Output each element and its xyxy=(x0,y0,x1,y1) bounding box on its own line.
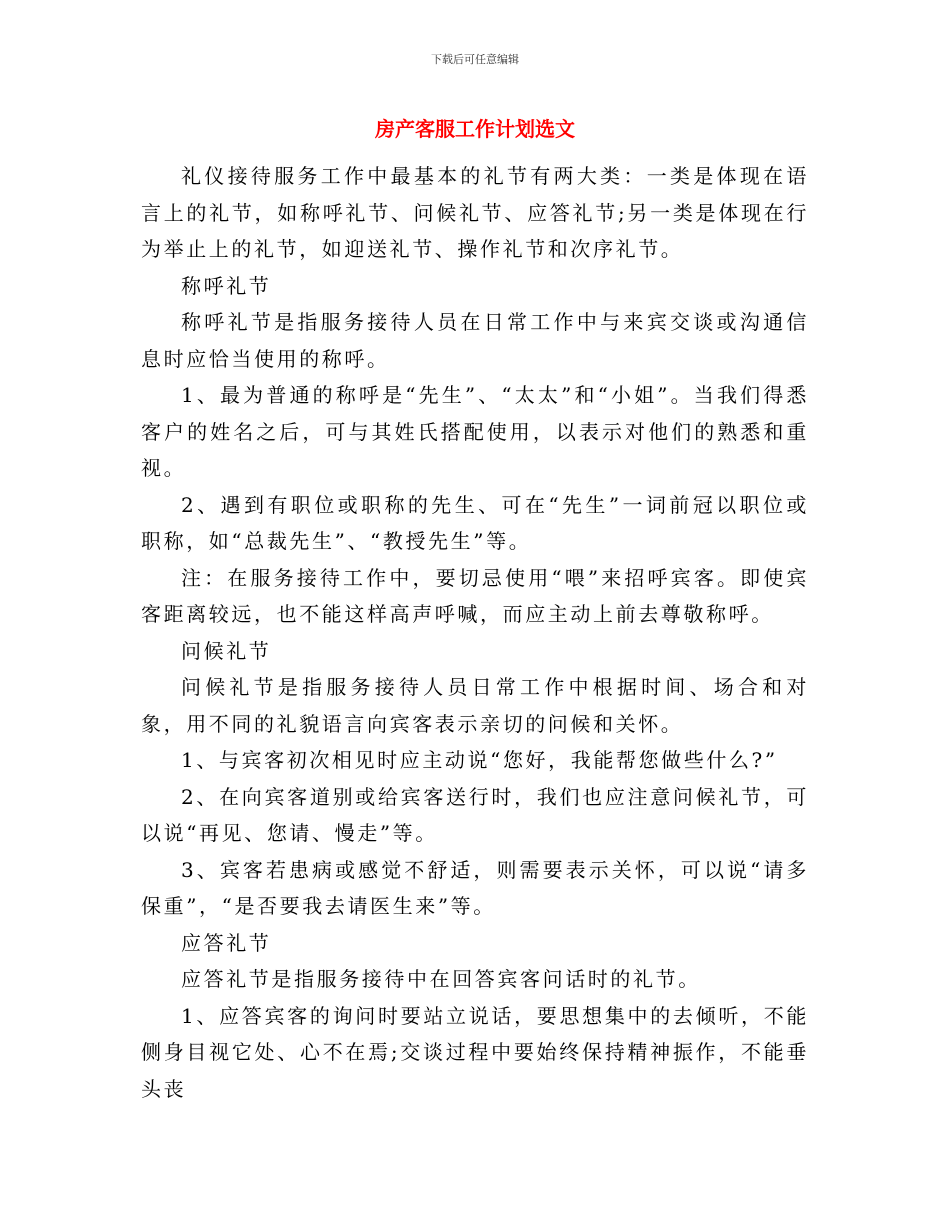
body-paragraph: 注：在服务接待工作中，要切忌使用“喂”来招呼宾客。即使宾客距离较远，也不能这样高声呼喊，而应主动上前去尊敬称呼。 xyxy=(141,565,809,626)
section-heading-response: 应答礼节 xyxy=(181,930,272,955)
body-paragraph: 问候礼节是指服务接待人员日常工作中根据时间、场合和对象，用不同的礼貌语言向宾客表示亲切的问候和关怀。 xyxy=(141,675,809,736)
body-paragraph: 礼仪接待服务工作中最基本的礼节有两大类：一类是体现在语言上的礼节，如称呼礼节、问候礼节、应答礼节;另一类是体现在行为举止上的礼节，如迎送礼节、操作礼节和次序礼节。 xyxy=(141,164,809,261)
body-paragraph: 1、应答宾客的询问时要站立说话，要思想集中的去倾听，不能侧身目视它处、心不在焉;交谈过程中要始终保持精神振作，不能垂头丧 xyxy=(141,1003,809,1101)
body-paragraph: 1、最为普通的称呼是“先生”、“太太”和“小姐”。当我们得悉客户的姓名之后，可与其姓氏搭配使用，以表示对他们的熟悉和重视。 xyxy=(141,383,809,480)
header-note: 下载后可任意编辑 xyxy=(431,53,519,66)
section-heading-addressing: 称呼礼节 xyxy=(181,273,272,298)
body-paragraph: 3、宾客若患病或感觉不舒适，则需要表示关怀，可以说“请多保重”，“是否要我去请医生来”等。 xyxy=(141,857,809,918)
section-heading-greeting: 问候礼节 xyxy=(181,638,272,663)
body-paragraph: 应答礼节是指服务接待中在回答宾客问话时的礼节。 xyxy=(181,967,701,991)
body-paragraph: 1、与宾客初次相见时应主动说“您好，我能帮您做些什么?” xyxy=(181,748,778,772)
body-paragraph: 称呼礼节是指服务接待人员在日常工作中与来宾交谈或沟通信息时应恰当使用的称呼。 xyxy=(141,310,809,371)
body-paragraph: 2、遇到有职位或职称的先生、可在“先生”一词前冠以职位或职称，如“总裁先生”、“教授先生”等。 xyxy=(141,492,809,553)
document-body xyxy=(141,158,809,1107)
document-title: 房产客服工作计划选文 xyxy=(375,117,575,141)
body-paragraph: 2、在向宾客道别或给宾客送行时，我们也应注意问候礼节，可以说“再见、您请、慢走”等。 xyxy=(141,784,809,845)
